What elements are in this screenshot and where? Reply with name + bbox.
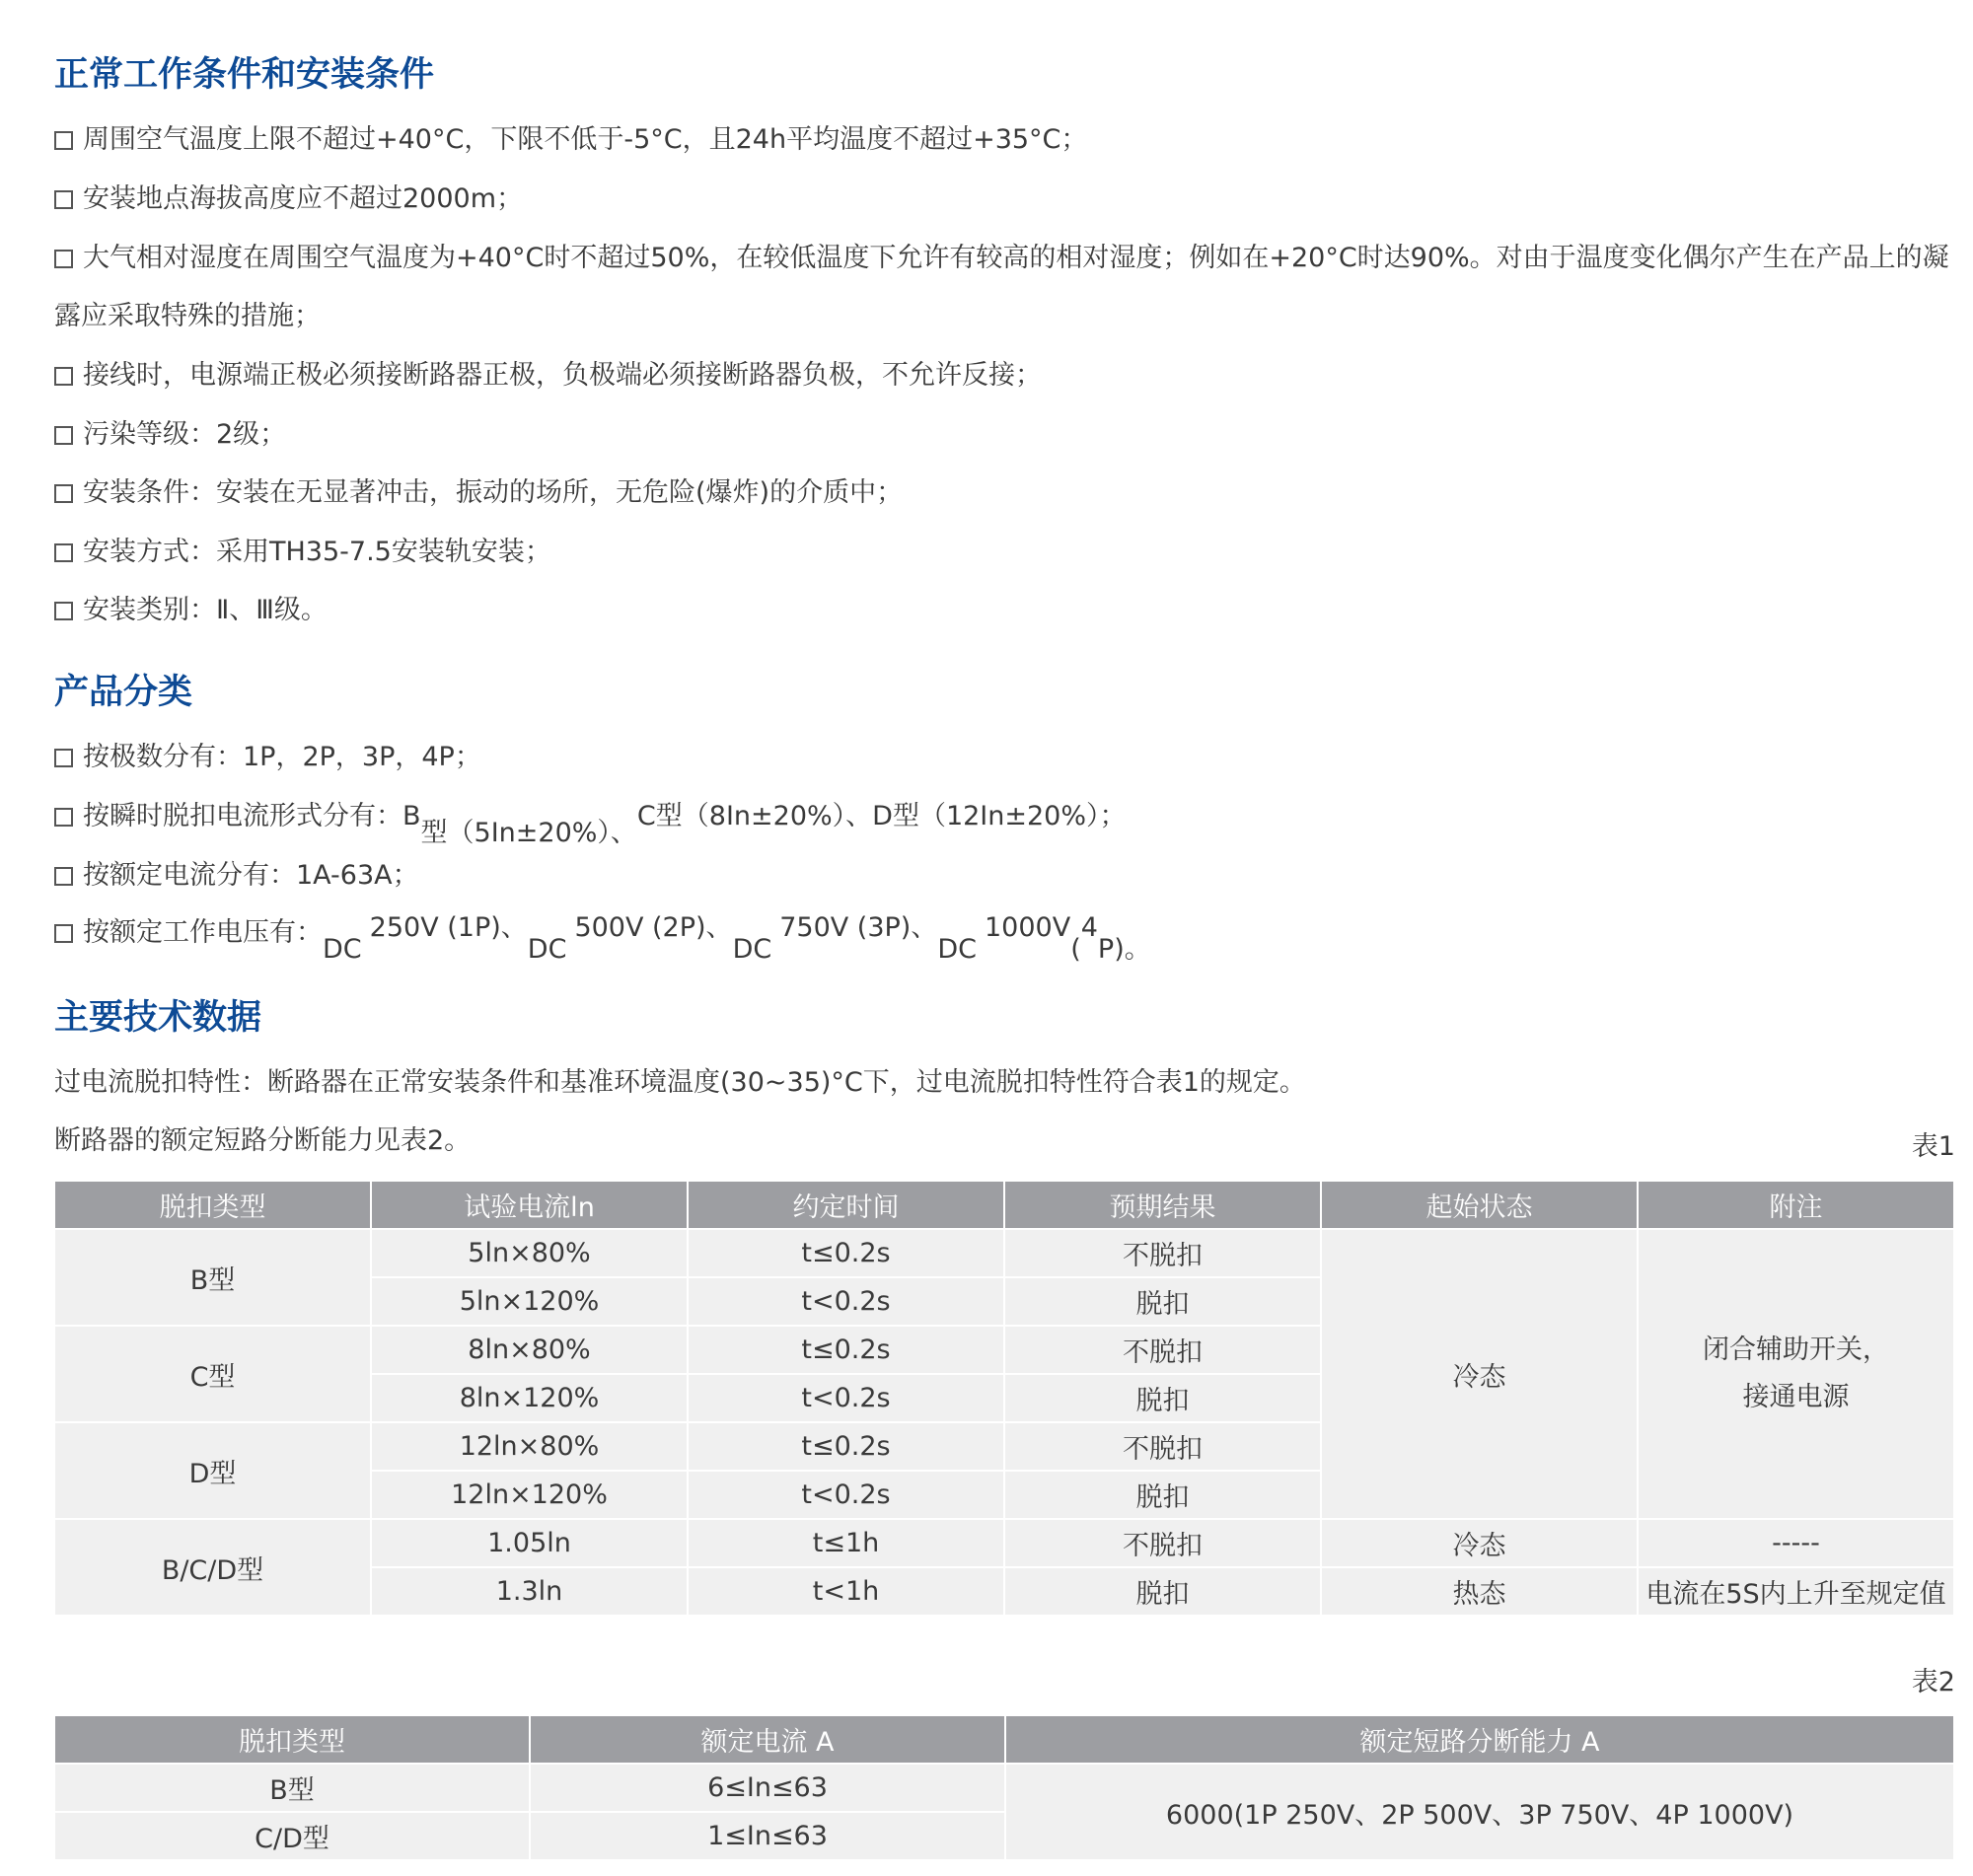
result-cell: 脱扣 (1004, 1374, 1321, 1422)
table2 (53, 1714, 1955, 1861)
table2-caption: 表2 (1911, 1667, 1955, 1697)
table1-header-row (54, 1181, 1954, 1229)
trip-type-cell: B/C/D型 (54, 1519, 371, 1616)
checkbox-icon (54, 131, 73, 150)
section-title-classification: 产品分类 (54, 673, 193, 712)
result-cell: 脱扣 (1004, 1471, 1321, 1519)
condition-item: 大气相对湿度在周围空气温度为+40°C时不超过50%，在较低温度下允许有较高的相对湿度；例如在+20°C时达90%。对由于温度变化偶尔产生在产品上的凝露应采取特殊的措施； (54, 243, 1949, 331)
checkbox-icon (54, 484, 73, 503)
test-current-cell: 12ln×80% (371, 1422, 688, 1471)
trip-type-cell: B型 (54, 1764, 530, 1812)
rated-current-cell: 6≤In≤63 (530, 1764, 1005, 1812)
time-cell: t<0.2s (688, 1277, 1004, 1326)
table1-header: 试验电流ln (371, 1181, 688, 1229)
initial-state-cell: 冷态 (1321, 1229, 1638, 1519)
checkbox-icon (54, 867, 73, 886)
classification-poles: 按极数分有：1P，2P，3P，4P； (54, 738, 481, 777)
checkbox-icon (54, 190, 73, 209)
test-current-cell: 1.05ln (371, 1519, 688, 1567)
condition-item: 接线时，电源端正极必须接断路器正极，负极端必须接断路器负极，不允许反接； (54, 356, 1042, 396)
checkbox-icon (54, 808, 73, 827)
table1-header: 预期结果 (1004, 1181, 1321, 1229)
time-cell: t≤1h (688, 1519, 1004, 1567)
checkbox-icon (54, 367, 73, 386)
checkbox-icon (54, 602, 73, 620)
trip-type-cell: C型 (54, 1326, 371, 1422)
breaking-capacity-cell: 6000(1P 250V、2P 500V、3P 750V、4P 1000V) (1005, 1764, 1954, 1860)
time-cell: t<0.2s (688, 1471, 1004, 1519)
table2-header: 额定短路分断能力 A (1005, 1715, 1954, 1764)
table1-header: 起始状态 (1321, 1181, 1638, 1229)
section-title-tech: 主要技术数据 (54, 998, 262, 1038)
test-current-cell: 5ln×80% (371, 1229, 688, 1277)
table1-header: 附注 (1638, 1181, 1954, 1229)
result-cell: 脱扣 (1004, 1277, 1321, 1326)
result-cell: 不脱扣 (1004, 1519, 1321, 1567)
time-cell: t≤0.2s (688, 1326, 1004, 1374)
checkbox-icon (54, 749, 73, 767)
condition-item: 污染等级：2级； (54, 415, 286, 455)
time-cell: t<0.2s (688, 1374, 1004, 1422)
result-cell: 不脱扣 (1004, 1326, 1321, 1374)
tech-paragraph-2: 断路器的额定短路分断能力见表2。 (54, 1125, 472, 1156)
condition-item: 安装地点海拔高度应不超过2000m； (54, 180, 523, 219)
note-line: 闭合辅助开关， (1703, 1335, 1889, 1365)
classification-voltage: 按额定工作电压有：DC250V (1P)、DC500V (2P)、DC750V (3P)、DC1000V(4P)。 (54, 913, 1151, 953)
note-cell (1638, 1229, 1954, 1519)
checkbox-icon (54, 924, 73, 943)
note-cell: ----- (1638, 1519, 1954, 1567)
initial-state-cell: 冷态 (1321, 1519, 1638, 1567)
test-current-cell: 12ln×120% (371, 1471, 688, 1519)
table-row (54, 1519, 1954, 1567)
classification-current: 按额定电流分有：1A-63A； (54, 856, 419, 896)
test-current-cell: 8ln×120% (371, 1374, 688, 1422)
table2-header: 额定电流 A (530, 1715, 1005, 1764)
test-current-cell: 8ln×80% (371, 1326, 688, 1374)
time-cell: t≤0.2s (688, 1229, 1004, 1277)
trip-type-cell: C/D型 (54, 1812, 530, 1860)
table1 (53, 1180, 1955, 1617)
test-current-cell: 5ln×120% (371, 1277, 688, 1326)
test-current-cell: 1.3ln (371, 1567, 688, 1616)
table1-header: 脱扣类型 (54, 1181, 371, 1229)
classification-trip: 按瞬时脱扣电流形式分有：B型（5In±20%）、C型（8In±20%）、D型（12In±20%）； (54, 797, 1127, 836)
table-row (54, 1229, 1954, 1277)
rated-current-cell: 1≤In≤63 (530, 1812, 1005, 1860)
table1-caption: 表1 (1911, 1131, 1955, 1162)
tech-paragraph-1: 过电流脱扣特性：断路器在正常安装条件和基准环境温度(30~35)°C下，过电流脱扣特性符合表1的规定。 (54, 1067, 1306, 1098)
checkbox-icon (54, 250, 73, 268)
result-cell: 不脱扣 (1004, 1229, 1321, 1277)
condition-item: 安装方式：采用TH35-7.5安装轨安装； (54, 533, 551, 572)
note-line: 接通电源 (1742, 1382, 1850, 1412)
condition-item: 安装条件：安装在无显著冲击，振动的场所，无危险(爆炸)的介质中； (54, 473, 903, 513)
trip-type-cell: D型 (54, 1422, 371, 1519)
condition-item: 周围空气温度上限不超过+40°C，下限不低于-5°C，且24h平均温度不超过+35°C； (54, 120, 1087, 160)
time-cell: t≤0.2s (688, 1422, 1004, 1471)
note-cell: 电流在5S内上升至规定值 (1638, 1567, 1954, 1616)
result-cell: 脱扣 (1004, 1567, 1321, 1616)
checkbox-icon (54, 426, 73, 445)
table2-header-row (54, 1715, 1954, 1764)
result-cell: 不脱扣 (1004, 1422, 1321, 1471)
checkbox-icon (54, 543, 73, 562)
table2-header: 脱扣类型 (54, 1715, 530, 1764)
section-title-conditions: 正常工作条件和安装条件 (54, 55, 435, 95)
table-row (54, 1764, 1954, 1812)
table1-header: 约定时间 (688, 1181, 1004, 1229)
trip-type-cell: B型 (54, 1229, 371, 1326)
initial-state-cell: 热态 (1321, 1567, 1638, 1616)
condition-item: 安装类别：Ⅱ、Ⅲ级。 (54, 591, 328, 630)
time-cell: t<1h (688, 1567, 1004, 1616)
